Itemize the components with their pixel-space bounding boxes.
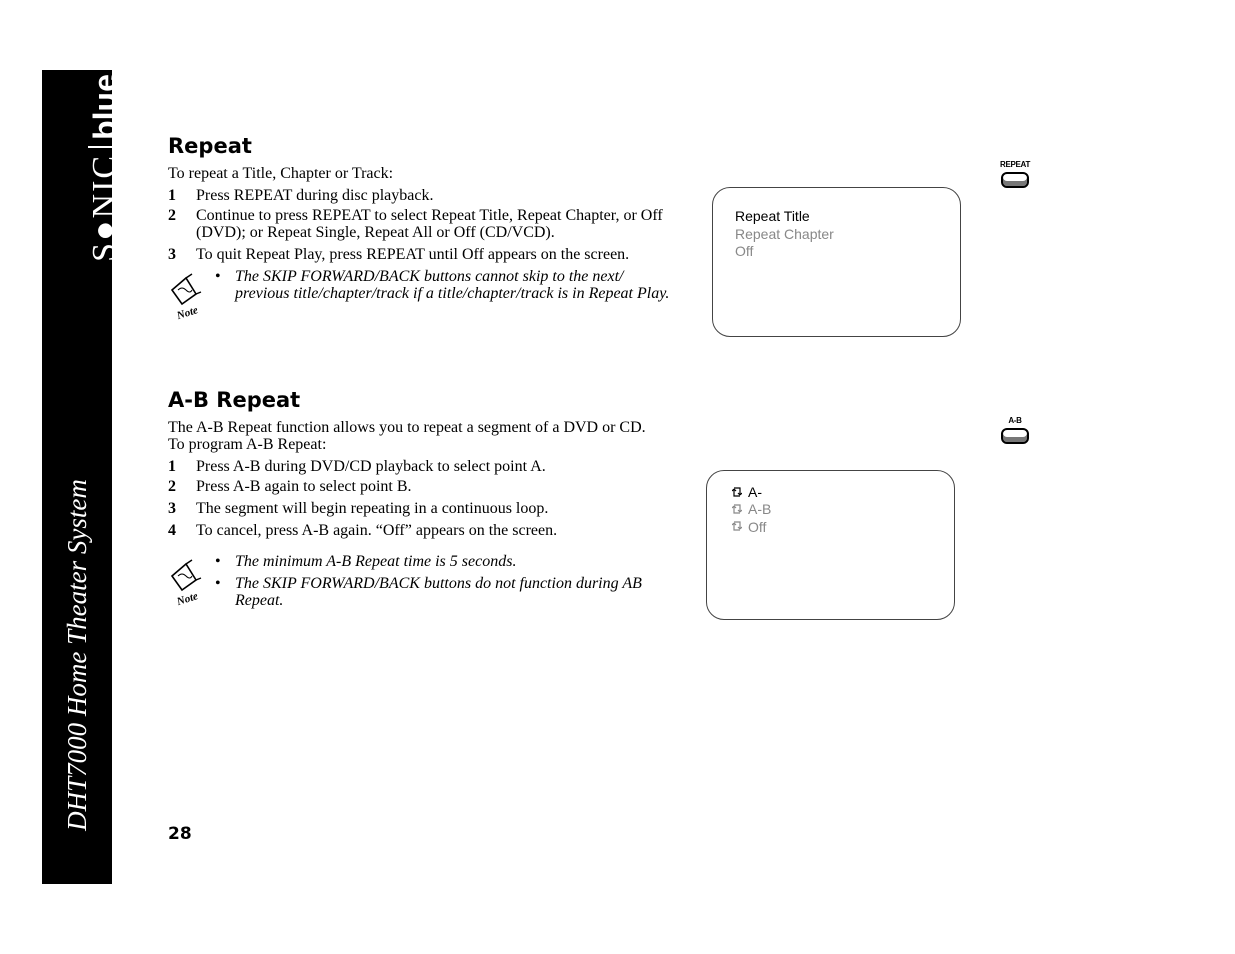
ab-repeat-intro: The A-B Repeat function allows you to repeat a segment of a DVD or CD. To program A-B Repeat: [168,419,646,453]
step-text: Continue to press REPEAT to select Repeat Title, Repeat Chapter, or Off (DVD); or Repeat Single, Repeat All or Off (CD/VCD). [196,207,663,241]
note-icon [168,270,208,322]
step-text: Press A-B during DVD/CD playback to select point A. [196,458,546,475]
note-icon-label: Note [175,590,200,608]
ab-repeat-heading: A-B Repeat [168,388,301,412]
repeat-loop-icon [732,503,742,515]
osd-ab-off: Off [748,519,767,535]
osd-ab-ab: A-B [748,501,772,517]
page-number: 28 [168,824,192,844]
step-number: 3 [168,246,176,263]
osd-ab-a: A- [748,484,762,500]
step-number: 2 [168,478,176,495]
step-number: 2 [168,207,176,224]
repeat-heading: Repeat [168,134,252,158]
step-text: The segment will begin repeating in a continuous loop. [196,500,549,517]
note-text: The minimum A-B Repeat time is 5 seconds. [235,553,517,570]
brand-divider [88,146,122,148]
repeat-loop-icon [732,520,742,532]
step-text: Press A-B again to select point B. [196,478,412,495]
repeat-button-key [1001,172,1029,188]
bullet: • [215,575,221,592]
osd-repeat-chapter: Repeat Chapter [735,226,834,242]
note-text: The SKIP FORWARD/BACK buttons cannot skip to the next/ previous title/chapter/track if a title/chapter/track is in Repeat Play. [235,268,670,302]
repeat-intro: To repeat a Title, Chapter or Track: [168,165,394,182]
repeat-loop-icon [732,486,742,498]
bullet: • [215,553,221,570]
step-number: 3 [168,500,176,517]
ab-osd-screen [706,470,955,620]
osd-repeat-off: Off [735,243,754,259]
repeat-remote-button [998,160,1032,188]
step-number: 4 [168,522,176,539]
note-icon-label: Note [175,304,200,322]
ab-button-label: A-B [1008,416,1022,425]
repeat-osd-screen [712,187,961,337]
brand-blue: blue [86,74,123,140]
osd-repeat-title: Repeat Title [735,208,810,224]
product-title-text: DHT7000 Home Theater System [62,479,92,831]
step-text: To cancel, press A-B again. “Off” appears on the screen. [196,522,558,539]
bullet: • [215,268,221,285]
note-icon [168,556,208,608]
brand-sonic: S●NIC [86,153,123,262]
step-number: 1 [168,458,176,475]
note-text: The SKIP FORWARD/BACK buttons do not function during AB Repeat. [235,575,642,609]
ab-remote-button [998,416,1032,444]
step-text: Press REPEAT during disc playback. [196,187,434,204]
repeat-button-label: REPEAT [999,160,1031,169]
step-number: 1 [168,187,176,204]
step-text: To quit Repeat Play, press REPEAT until Off appears on the screen. [196,246,630,263]
ab-button-key [1001,428,1029,444]
